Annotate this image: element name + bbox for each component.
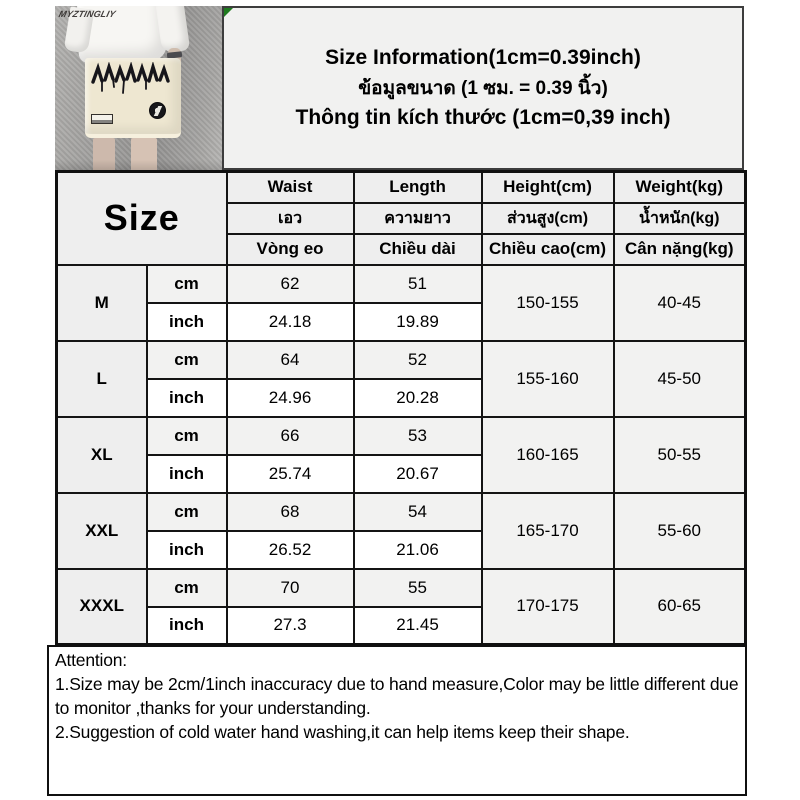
attention-line-1: 1.Size may be 2cm/1inch inaccuracy due to hand measure,Color may be little different due to monitor ,thanks for your understanding. — [55, 674, 739, 718]
table-row-m-cm — [57, 265, 746, 303]
size-label-l: L — [57, 341, 147, 417]
header-waist-en: Waist — [227, 172, 354, 203]
header-height-en: Height(cm) — [482, 172, 614, 203]
title-english: Size Information(1cm=0.39inch) — [325, 46, 641, 69]
height-range-value: 155-160 — [482, 341, 614, 417]
weight-range-value: 40-45 — [614, 265, 746, 341]
table-row-l-cm — [57, 341, 746, 379]
weight-range-value: 45-50 — [614, 341, 746, 417]
waist-cm-value: 66 — [227, 417, 354, 455]
header-weight-en: Weight(kg) — [614, 172, 746, 203]
size-label-xxxl: XXXL — [57, 569, 147, 645]
length-inch-value: 21.45 — [354, 607, 482, 645]
size-label-xxl: XXL — [57, 493, 147, 569]
waist-cm-value: 62 — [227, 265, 354, 303]
circular-logo-patch-graphic — [149, 102, 166, 119]
unit-cm-cell: cm — [147, 569, 227, 607]
length-cm-value: 55 — [354, 569, 482, 607]
size-label-m: M — [57, 265, 147, 341]
size-header-cell: Size — [57, 172, 227, 265]
gothic-lettering-graphic — [89, 62, 177, 96]
unit-inch-cell: inch — [147, 607, 227, 645]
header-weight-vi: Cân nặng(kg) — [614, 234, 746, 265]
header-weight-th: น้ำหนัก(kg) — [614, 203, 746, 234]
floor-shadow-graphic — [55, 160, 222, 170]
length-cm-value: 52 — [354, 341, 482, 379]
unit-inch-cell: inch — [147, 455, 227, 493]
waist-inch-value: 27.3 — [227, 607, 354, 645]
length-inch-value: 20.28 — [354, 379, 482, 417]
hem-label-patch-graphic — [91, 114, 113, 124]
size-information-title-cell — [222, 6, 744, 170]
length-cm-value: 53 — [354, 417, 482, 455]
title-thai: ข้อมูลขนาด (1 ซม. = 0.39 นิ้ว) — [358, 78, 608, 99]
unit-cm-cell: cm — [147, 341, 227, 379]
weight-range-value: 50-55 — [614, 417, 746, 493]
waist-inch-value: 25.74 — [227, 455, 354, 493]
height-range-value: 170-175 — [482, 569, 614, 645]
unit-cm-cell: cm — [147, 493, 227, 531]
weight-range-value: 60-65 — [614, 569, 746, 645]
length-cm-value: 51 — [354, 265, 482, 303]
header-length-vi: Chiều dài — [354, 234, 482, 265]
waist-cm-value: 70 — [227, 569, 354, 607]
header-waist-vi: Vòng eo — [227, 234, 354, 265]
attention-note — [47, 645, 747, 796]
attention-heading: Attention: — [55, 650, 127, 670]
unit-cm-cell: cm — [147, 417, 227, 455]
header-row-english — [57, 172, 746, 203]
length-cm-value: 54 — [354, 493, 482, 531]
product-photo — [55, 6, 222, 170]
unit-cm-cell: cm — [147, 265, 227, 303]
unit-inch-cell: inch — [147, 379, 227, 417]
header-waist-th: เอว — [227, 203, 354, 234]
unit-inch-cell: inch — [147, 531, 227, 569]
table-row-xxl-cm — [57, 493, 746, 531]
weight-range-value: 55-60 — [614, 493, 746, 569]
height-range-value: 150-155 — [482, 265, 614, 341]
table-row-xl-cm — [57, 417, 746, 455]
beige-shorts-graphic — [85, 58, 181, 138]
table-row-xxxl-cm — [57, 569, 746, 607]
size-label-xl: XL — [57, 417, 147, 493]
waist-cm-value: 64 — [227, 341, 354, 379]
spreadsheet-corner-marker-icon — [224, 8, 233, 17]
waist-inch-value: 26.52 — [227, 531, 354, 569]
waist-cm-value: 68 — [227, 493, 354, 531]
unit-inch-cell: inch — [147, 303, 227, 341]
length-inch-value: 20.67 — [354, 455, 482, 493]
size-table — [55, 170, 747, 646]
height-range-value: 165-170 — [482, 493, 614, 569]
title-vietnamese: Thông tin kích thước (1cm=0,39 inch) — [295, 106, 671, 129]
header-height-vi: Chiều cao(cm) — [482, 234, 614, 265]
height-range-value: 160-165 — [482, 417, 614, 493]
brand-watermark: MYZTINGLIY — [57, 9, 117, 19]
waist-inch-value: 24.96 — [227, 379, 354, 417]
waist-inch-value: 24.18 — [227, 303, 354, 341]
header-height-th: ส่วนสูง(cm) — [482, 203, 614, 234]
length-inch-value: 19.89 — [354, 303, 482, 341]
header-length-th: ความยาว — [354, 203, 482, 234]
length-inch-value: 21.06 — [354, 531, 482, 569]
header-length-en: Length — [354, 172, 482, 203]
attention-line-2: 2.Suggestion of cold water hand washing,it can help items keep their shape. — [55, 722, 630, 742]
